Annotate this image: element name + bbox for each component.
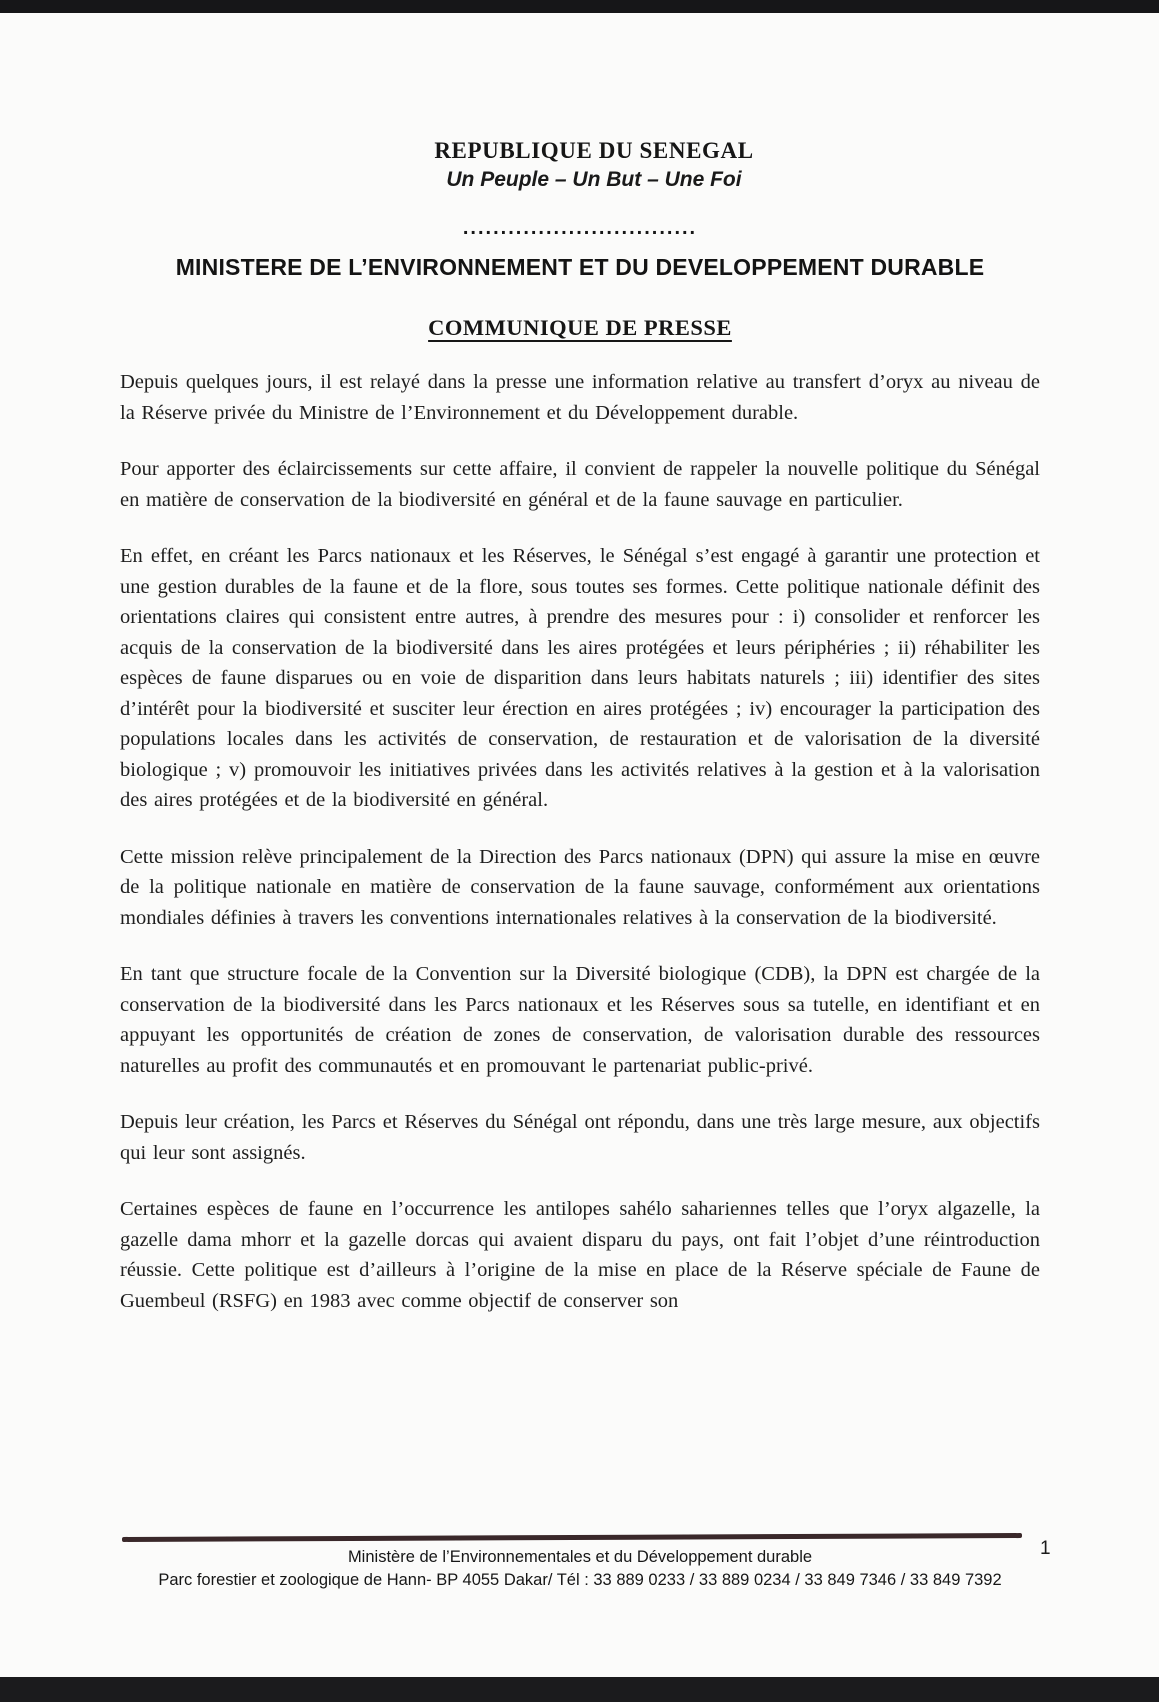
paragraph-2: Pour apporter des éclaircissements sur cette affaire, il convient de rappeler la nouvelle politique du Sénégal en matière de conservation de la biodiversité en général et de la faune sauvage en particulier. [120, 458, 1040, 511]
paragraph-5: En tant que structure focale de la Convention sur la Diversité biologique (CDB), la DPN est chargée de la conservation de la biodiversité dans les Parcs nationaux et les Réserves sous sa tutelle, en identifiant et en appuyant les opportunités de création de zones de conservation, de valorisation durable des ressources naturelles au profit des communautés et en promouvant le partenariat public-privé. [120, 963, 1040, 1077]
top-letterbox-bar [0, 0, 1159, 13]
paragraph-4: Cette mission relève principalement de la Direction des Parcs nationaux (DPN) qui assure la mise en œuvre de la politique nationale en matière de conservation de la faune sauvage, conformément aux orientations mondiales définies à travers les conventions internationales relatives à la conservation de la biodiversité. [120, 845, 1040, 929]
page-number: 1 [1040, 1538, 1051, 1559]
press-release-title: COMMUNIQUE DE PRESSE [428, 315, 732, 340]
paragraph-6: Depuis leur création, les Parcs et Réserves du Sénégal ont répondu, dans une très large mesure, aux objectifs qui leur sont assignés. [120, 1111, 1040, 1164]
paragraph-7: Certaines espèces de faune en l’occurrence les antilopes sahélo sahariennes telles que l’oryx algazelle, la gazelle dama mhorr et la gazelle dorcas qui avaient disparu du pays, ont fait l’objet d’une réintroduction réussie. Cette politique est d’ailleurs à l’origine de la mise en place de la Réserve spéciale de Faune de Guembeul (RSFG) en 1983 avec comme objectif de conserver son [120, 1198, 1040, 1312]
paragraph-1: Depuis quelques jours, il est relayé dans la presse une information relative au transfert d’oryx au niveau de la Réserve privée du Ministre de l’Environnement et du Développement durable. [120, 371, 1040, 424]
body-text [120, 367, 1040, 1316]
document-content [120, 138, 1040, 1316]
footer-address-line: Parc forestier et zoologique de Hann- BP 4055 Dakar/ Tél : 33 889 0233 / 33 889 0234 / 33 849 7346 / 33 849 7392 [158, 1571, 1002, 1589]
dotted-separator: ............................... [462, 217, 698, 239]
footer [120, 1546, 1040, 1592]
bottom-letterbox-bar [0, 1677, 1159, 1702]
footer-ministry-line: Ministère de l’Environnementales et du Développement durable [347, 1548, 813, 1566]
national-motto: Un Peuple – Un But – Une Foi [446, 168, 742, 191]
paragraph-3: En effet, en créant les Parcs nationaux et les Réserves, le Sénégal s’est engagé à garantir une protection et une gestion durables de la faune et de la flore, sous toutes ses formes. Cette politique nationale définit des orientations claires qui consistent entre autres, à prendre des mesures pour : i) consolider et renforcer les acquis de la conservation de la biodiversité dans les aires protégées et leurs périphéries ; ii) réhabiliter les espèces de faune disparues ou en voie de disparition dans leurs habitats naturels ; iii) identifier des sites d’intérêt pour la biodiversité et susciter leur érection en aires protégées ; iv) encourager la participation des populations locales dans les activités de conservation, de restauration et de valorisation de la diversité biologique ; v) promouvoir les initiatives privées dans les activités relatives à la gestion et à la valorisation des aires protégées et de la biodiversité en général. [120, 545, 1040, 811]
footer-divider-rule [122, 1533, 1022, 1542]
ministry-heading: MINISTERE DE L’ENVIRONNEMENT ET DU DEVELOPPEMENT DURABLE [175, 254, 985, 280]
republic-heading: REPUBLIQUE DU SENEGAL [434, 138, 754, 163]
